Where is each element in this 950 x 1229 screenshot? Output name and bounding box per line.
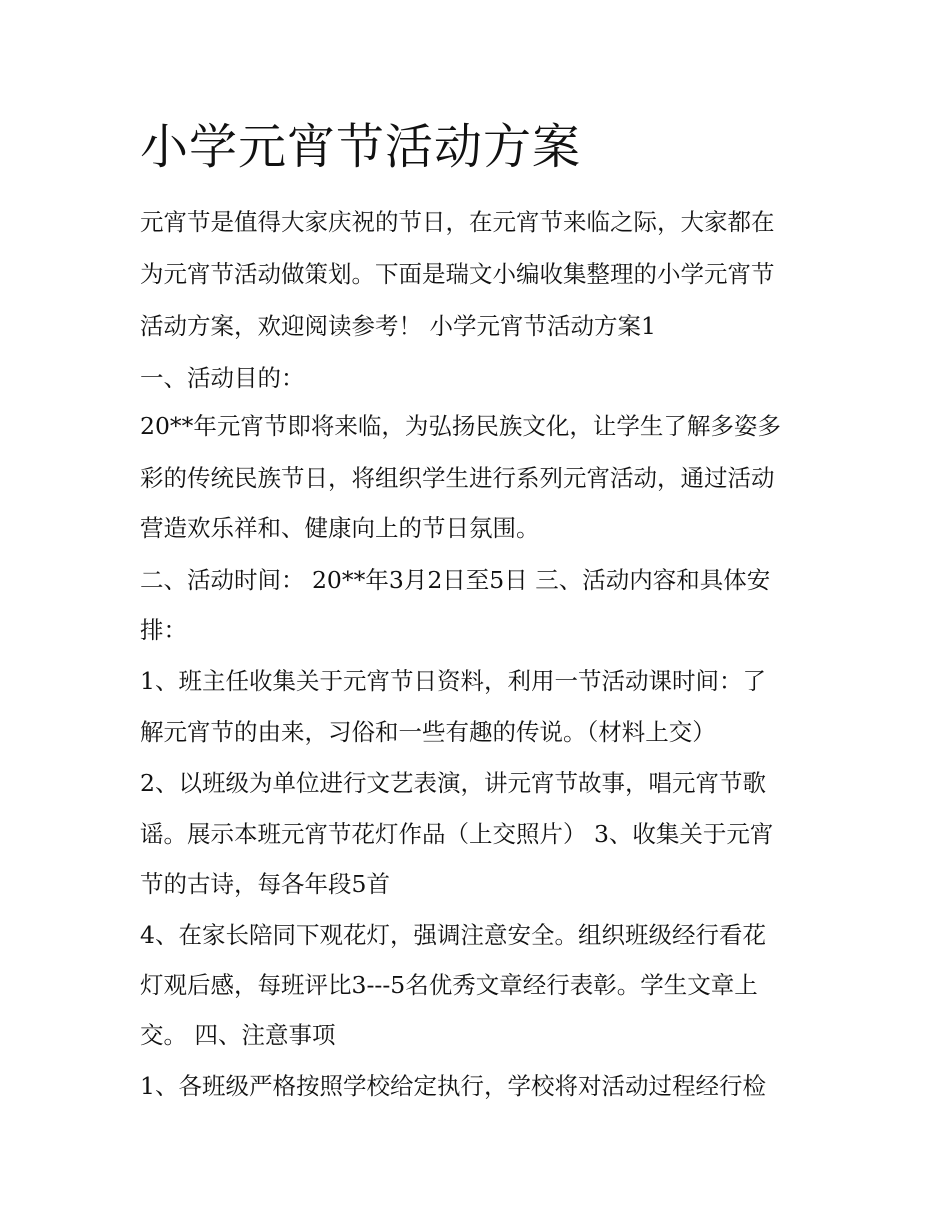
body-line: 活动方案，欢迎阅读参考！ 小学元宵节活动方案1 xyxy=(140,312,656,340)
list-item: 1、班主任收集关于元宵节日资料，利用一节活动课时间：了 xyxy=(140,667,766,695)
list-item-continued: 谣。展示本班元宵节花灯作品（上交照片） 3、收集关于元宵 xyxy=(140,820,774,848)
list-item-continued: 解元宵节的由来，习俗和一些有趣的传说。（材料上交） xyxy=(140,718,716,746)
list-item-continued: 交。 四、注意事项 xyxy=(140,1021,336,1049)
section-heading: 一、活动目的： xyxy=(140,364,305,392)
body-line: 彩的传统民族节日，将组织学生进行系列元宵活动，通过活动 xyxy=(140,464,775,492)
body-line: 20**年元宵节即将来临，为弘扬民族文化，让学生了解多姿多 xyxy=(140,412,781,440)
list-item: 1、各班级严格按照学校给定执行，学校将对活动过程经行检 xyxy=(140,1072,766,1100)
list-item: 2、以班级为单位进行文艺表演，讲元宵节故事，唱元宵节歌 xyxy=(140,769,766,797)
body-line: 为元宵节活动做策划。下面是瑞文小编收集整理的小学元宵节 xyxy=(140,260,775,288)
body-line: 元宵节是值得大家庆祝的节日，在元宵节来临之际，大家都在 xyxy=(140,208,775,236)
body-line: 营造欢乐祥和、健康向上的节日氛围。 xyxy=(140,514,540,542)
list-item-continued: 灯观后感，每班评比3---5名优秀文章经行表彰。学生文章上 xyxy=(140,971,758,999)
body-line: 排： xyxy=(140,616,187,644)
list-item-continued: 节的古诗，每各年段5首 xyxy=(140,870,390,898)
list-item: 4、在家长陪同下观花灯，强调注意安全。组织班级经行看花 xyxy=(140,921,766,949)
body-line: 二、活动时间： 20**年3月2日至5日 三、活动内容和具体安 xyxy=(140,566,771,594)
document-title: 小学元宵节活动方案 xyxy=(140,119,582,175)
